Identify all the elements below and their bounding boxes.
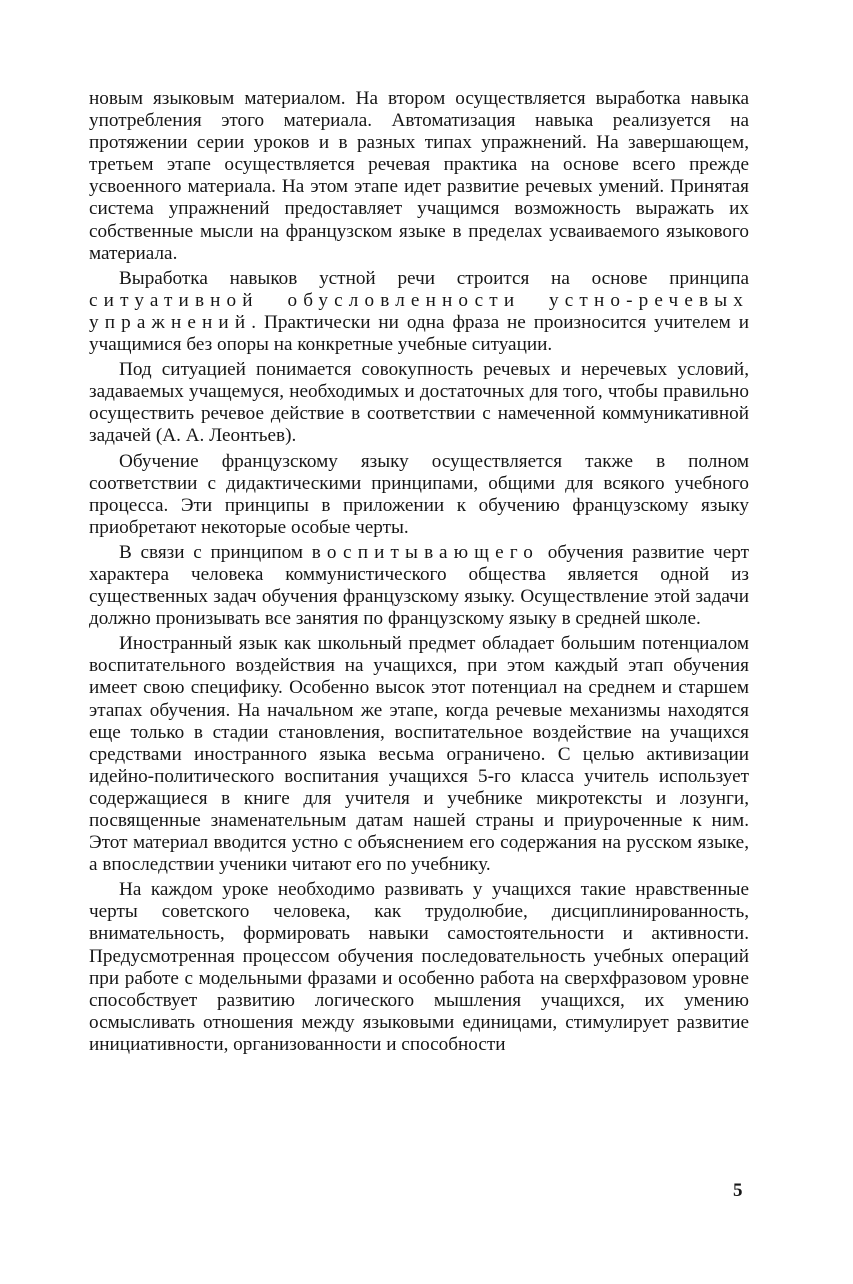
paragraph-2-text-start: Выработка навыков устной речи строится на основе принципа xyxy=(119,267,749,289)
body-text xyxy=(89,88,749,1056)
paragraph-7: На каждом уроке необходимо развивать у учащихся такие нравственные черты советского человека, как трудолюбие, дисциплинированность, внимательность, формировать навыки самостоятельности и активности. Предусмотренная процессом обучения последовательность учебных операций при работе с модельными фразами и особенно работа на сверхфразовом уровне способствует развитию логического мышления учащихся, их умению осмысливать отношения между языковыми единицами, стимулирует развитие инициативности, организованности и способности xyxy=(89,879,749,1055)
paragraph-1: новым языковым материалом. На втором осуществляется выработка навыка употребления этого материала. Автоматизация навыка реализуется на протяжении серии уроков и в разных типах упражнений. На завершающем, третьем этапе осуществляется речевая практика на основе всего прежде усвоенного материала. На этом этапе идет развитие речевых умений. Принятая система упражнений предоставляет учащимся возможность выражать их собственные мысли на французском языке в пределах усваиваемого языкового материала. xyxy=(89,88,749,264)
paragraph-6: Иностранный язык как школьный предмет обладает большим потенциалом воспитательного воздействия на учащихся, при этом каждый этап обучения имеет свою специфику. Особенно высок этот потенциал на среднем и старшем этапах обучения. На начальном же этапе, когда речевые механизмы находятся еще только в стадии становления, воспитательное воздействие на учащихся средствами иностранного языка весьма ограничено. С целью активизации идейно-политического воспитания учащихся 5-го класса учитель использует содержащиеся в книге для учителя и учебнике микротексты и лозунги, посвященные знаменательным датам нашей страны и приуроченные к ним. Этот материал вводится устно с объяснением его содержания на русском языке, а впоследствии ученики читают его по учебнику. xyxy=(89,633,749,876)
spaced-emphasis-situational: ситуативной обусловленности устно-речевых упражнений xyxy=(89,289,749,333)
paragraph-5-text-end: обучения развитие черт характера человека коммунистического общества является одной из существенных задач обучения французскому языку. Осуществление этой задачи должно пронизывать все занятия по французскому языку в средней школе. xyxy=(89,541,750,630)
page-number: 5 xyxy=(733,1180,743,1201)
paragraph-4: Обучение французскому языку осуществляется также в полном соответствии с дидактическими принципами, общими для всякого учебного процесса. Эти принципы в приложении к обучению французскому языку приобретают некоторые особые черты. xyxy=(89,450,749,538)
paragraph-2 xyxy=(89,268,749,356)
paragraph-2-text-end: . Практически ни одна фраза не произносится учителем и учащимися без опоры на конкретные учебные ситуации. xyxy=(89,311,749,356)
spaced-emphasis-educating: воспитывающего xyxy=(311,541,540,563)
paragraph-5-text-start: В связи с принципом xyxy=(119,541,312,563)
paragraph-3: Под ситуацией понимается совокупность речевых и неречевых условий, задаваемых учащемуся, необходимых и достаточных для того, чтобы правильно осуществить речевое действие в соответствии с намеченной коммуникативной задачей (А. А. Леонтьев). xyxy=(89,359,749,447)
paragraph-5 xyxy=(89,542,749,630)
